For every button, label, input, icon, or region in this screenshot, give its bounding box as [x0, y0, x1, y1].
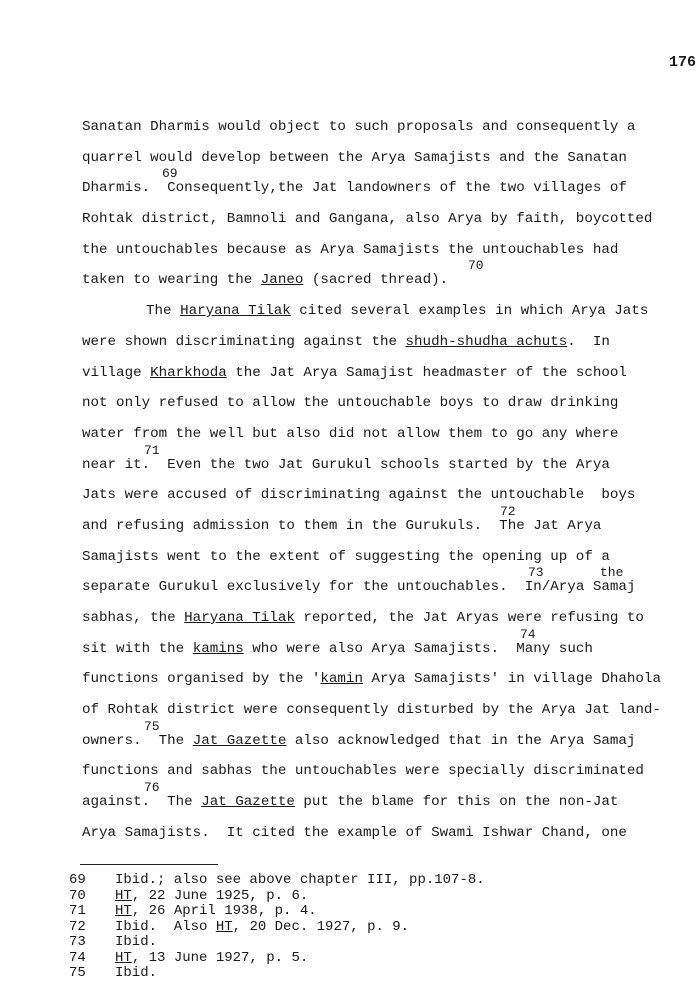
text-segment: and refusing admission to them in the Gurukuls. [82, 517, 483, 534]
text-line [82, 258, 700, 296]
footnote-segment: , 26 April 1938, p. 4. [131, 903, 317, 919]
footnote-marker: 74 [520, 626, 536, 642]
text-line [82, 204, 700, 235]
underlined-abbrev: HT [115, 887, 132, 904]
text-segment: taken to wearing the [82, 272, 261, 289]
footnote-segment: , 20 Dec. 1927, p. 9. [232, 918, 410, 935]
underlined-term: Janeo [260, 272, 304, 289]
footnote-entry [69, 887, 700, 905]
text-segment: who were also Arya Samajists. [243, 640, 500, 657]
text-line [82, 695, 700, 726]
text-segment: water from the well but also did not allow them to go any where [82, 425, 619, 442]
footnote-entry [69, 872, 700, 889]
text-segment: sit with the [82, 640, 193, 657]
footnote-marker: 72 [500, 503, 516, 519]
text-segment: sabhas, the [82, 610, 185, 626]
text-line [82, 503, 700, 542]
text-segment: Even the two Jat Gurukul schools started by the Arya [150, 456, 610, 473]
underlined-term: Kharkhoda [150, 364, 227, 381]
underlined-term: Haryana Tilak [180, 303, 291, 320]
text-segment: the Jat Arya Samajist headmaster of the school [226, 364, 627, 381]
text-line [82, 166, 700, 204]
footnotes-section [69, 864, 700, 982]
text-segment: of Rohtak district were consequently disturbed by the Arya Jat land- [82, 702, 661, 719]
footnote-number: 75 [69, 965, 86, 981]
text-segment: Dharmis. [82, 180, 151, 197]
page-number: 176 [668, 54, 696, 71]
text-segment: The [141, 732, 193, 749]
text-segment: against. [82, 794, 151, 811]
footnote-number: 70 [69, 887, 86, 904]
text-segment: were shown discriminating against the [82, 333, 406, 350]
footnote-number: 69 [69, 872, 86, 888]
footnote-segment: Ibid. [115, 965, 158, 981]
footnote-segment: Ibid. [115, 934, 158, 950]
text-segment: Many such [499, 640, 593, 657]
text-line [82, 442, 700, 481]
text-segment: Arya Samajists. It cited the example of Swami Ishwar Chand, one [82, 824, 627, 841]
footnote-text [115, 889, 308, 905]
text-segment: The Jat Arya [482, 517, 602, 534]
underlined-abbrev: HT [115, 949, 132, 966]
text-segment: quarrel would develop between the Arya Samajists and the Sanatan [82, 149, 627, 166]
underlined-term: kamin [320, 671, 363, 688]
text-segment: Jats were accused of discriminating against the untouchable boys [82, 487, 636, 504]
text-line [82, 565, 700, 603]
footnote-marker: 71 [144, 442, 160, 458]
footnote-text [115, 951, 308, 967]
underlined-term: Jat Gazette [201, 794, 295, 811]
footnote-marker: 75 [144, 718, 160, 734]
text-line [82, 235, 700, 266]
text-segment: cited several examples in which Arya Jats [290, 303, 649, 320]
text-line [82, 480, 700, 511]
text-line [82, 756, 700, 787]
text-segment: reported, the Jat Aryas were refusing to [294, 610, 644, 626]
text-segment: In/Arya Samaj [507, 579, 636, 596]
footnote-marker: 70 [468, 258, 484, 274]
footnote-text [115, 966, 157, 982]
footnote-marker: 69 [162, 166, 178, 182]
footnote-entry [69, 934, 700, 951]
text-segment: near it. [82, 456, 151, 473]
footnote-segment: Ibid. Also [115, 918, 216, 935]
text-segment: also acknowledged that in the Arya Samaj [286, 732, 636, 749]
text-segment: put the blame for this on the non-Jat [294, 794, 619, 811]
text-line [82, 626, 700, 665]
underlined-abbrev: HT [115, 903, 132, 919]
text-segment: functions and sabhas the untouchables were specially discriminated [82, 763, 644, 780]
text-segment: The [150, 794, 202, 811]
text-segment: the untouchables because as Arya Samajists the untouchables had [82, 241, 619, 258]
footnote-text [115, 904, 317, 920]
text-line [82, 327, 700, 358]
text-line [82, 718, 700, 757]
footnote-entry [69, 918, 700, 936]
footnote-text [115, 935, 157, 951]
text-segment: owners. [82, 732, 142, 749]
text-segment: Arya Samajists' in village Dhahola [362, 671, 661, 688]
text-line [82, 419, 700, 450]
footnote-marker: 73 [528, 565, 544, 581]
footnote-rule [80, 864, 218, 865]
text-segment: Samajists went to the extent of suggesting the opening up of a [82, 548, 610, 565]
text-line [82, 112, 700, 143]
underlined-term: Jat Gazette [192, 732, 287, 749]
footnote-number: 73 [69, 934, 86, 950]
text-line [82, 603, 700, 634]
text-segment: (sacred thread). [303, 272, 449, 289]
text-segment: separate Gurukul exclusively for the untouchables. [82, 579, 508, 596]
text-segment: not only refused to allow the untouchable boys to draw drinking [82, 395, 619, 412]
footnote-number: 71 [69, 903, 86, 919]
text-segment: Consequently,the Jat landowners of the two villages of [150, 180, 627, 197]
footnote-entry [69, 965, 700, 982]
footnote-number: 72 [69, 918, 86, 935]
text-line [82, 780, 700, 818]
underlined-term: Haryana Tilak [184, 610, 295, 626]
underlined-term: kamins [192, 640, 244, 657]
text-segment: Rohtak district, Bamnoli and Gangana, also Arya by faith, boycotted [82, 211, 653, 228]
body-text [82, 112, 700, 849]
text-segment: functions organised by the ' [82, 671, 321, 688]
text-segment: Sanatan Dharmis would object to such proposals and consequently a [82, 119, 636, 135]
text-line [82, 358, 700, 389]
text-line [82, 818, 700, 849]
text-line [82, 664, 700, 695]
text-segment: The [146, 303, 181, 320]
footnote-entry [69, 949, 700, 967]
footnote-number: 74 [69, 949, 86, 966]
handwritten-insertion: the [600, 565, 624, 581]
footnote-segment: Ibid.; also see above chapter III, pp.107-8. [115, 872, 485, 888]
footnote-text [115, 920, 409, 936]
text-line [82, 388, 700, 419]
footnote-segment: , 22 June 1925, p. 6. [131, 887, 309, 904]
text-segment: . In [567, 333, 610, 350]
text-segment: village [82, 364, 151, 381]
footnote-segment: , 13 June 1927, p. 5. [131, 949, 309, 966]
footnote-entry [69, 903, 700, 920]
text-line [82, 296, 700, 327]
underlined-term: shudh-shudha achuts [405, 333, 568, 350]
underlined-abbrev: HT [215, 918, 233, 935]
footnote-text [115, 873, 485, 889]
footnote-marker: 76 [144, 780, 160, 796]
